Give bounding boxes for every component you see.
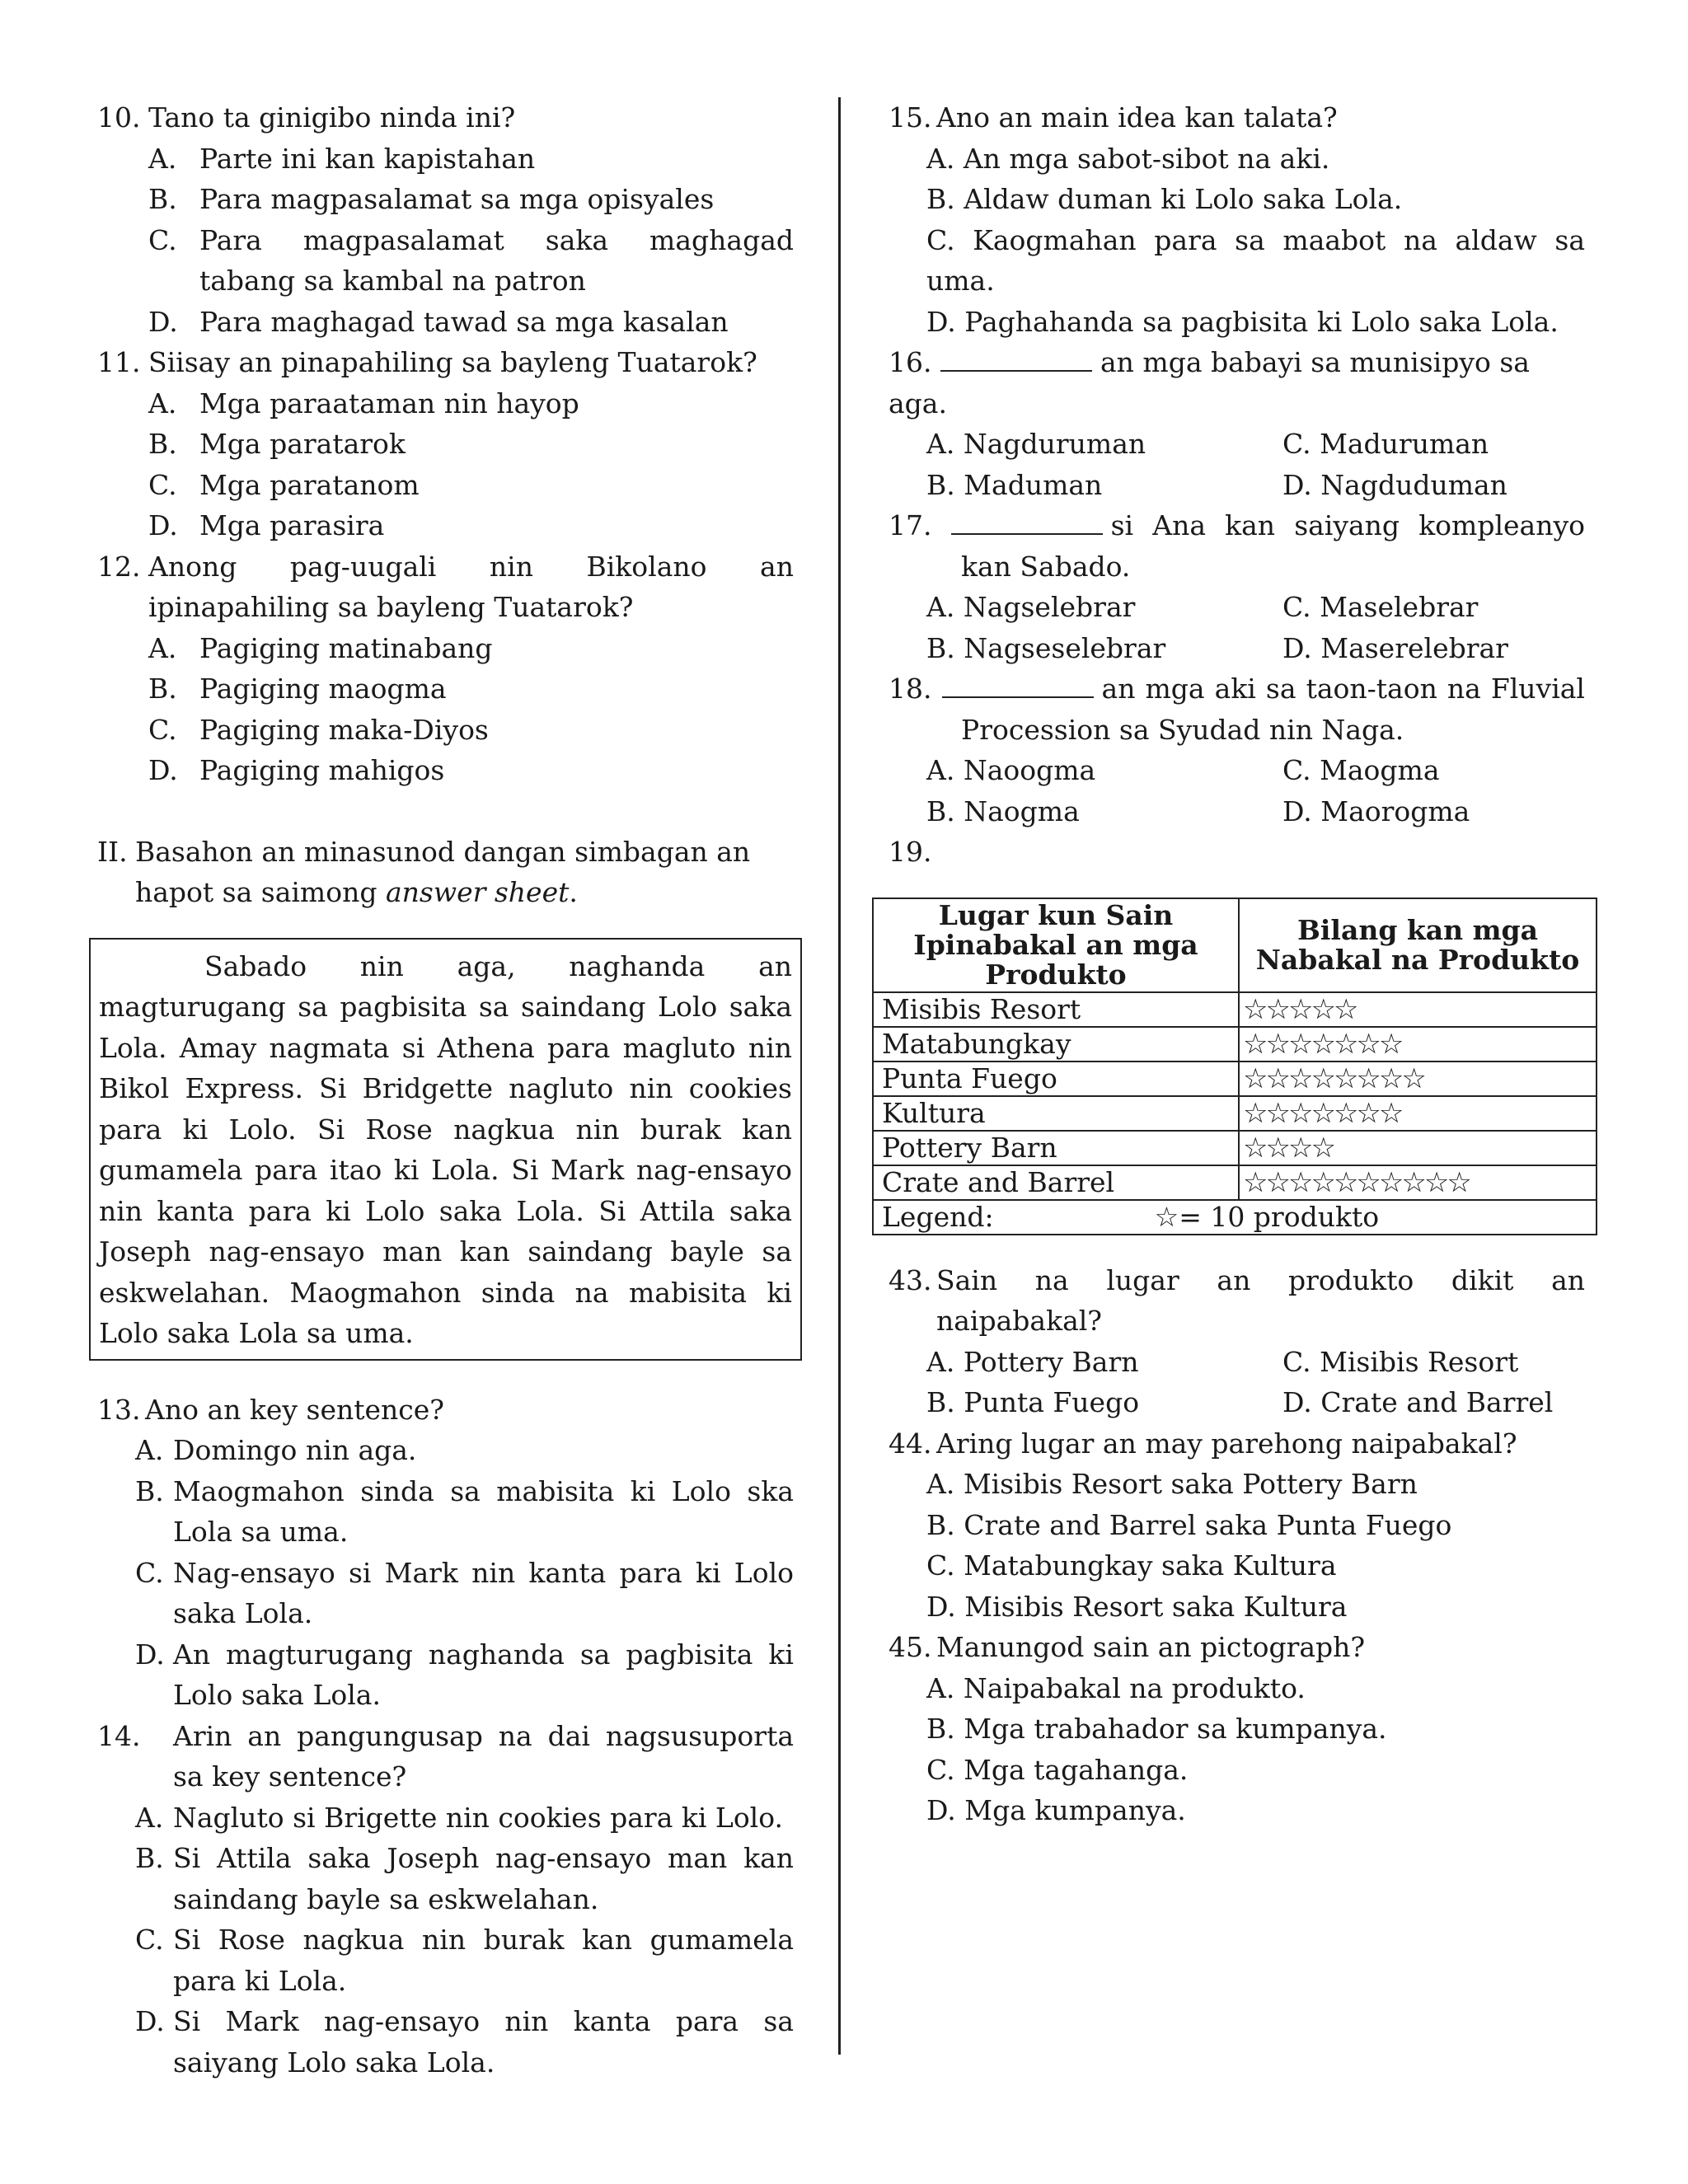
question-stem: Aring lugar an may parehong naipabakal?: [936, 1427, 1517, 1460]
place-cell: Crate and Barrel: [873, 1165, 1239, 1200]
question-number: 15.: [889, 101, 932, 134]
option-a[interactable]: A. Misibis Resort saka Pottery Barn: [926, 1468, 1418, 1500]
option-c[interactable]: C. Maogma: [1282, 754, 1440, 786]
question-12: [97, 546, 794, 791]
question-stem: Anong pag-uugali nin Bikolano an ipinapahiling sa bayleng Tuatarok?: [148, 550, 794, 623]
star-icon: ☆: [1311, 1165, 1334, 1199]
star-icon: ☆: [1356, 1062, 1379, 1095]
star-icon: ☆: [1287, 1165, 1311, 1199]
reading-passage: Sabado nin aga, naghanda an magturugang sa pagbisita sa saindang Lolo saka Lola. Amay nagmata si Athena para magluto nin Bikol Express. Si Bridgette nagluto nin cookies para ki Lolo. Si Rose nagkua nin burak kan gumamela para itao ki Lola. Si Mark nag-ensayo nin kanta para ki Lolo saka Lola. Si Attila saka Joseph nag-ensayo man kan saindang bayle sa eskwelahan. Maogmahon sinda na mabisita ki Lolo saka Lola sa uma.: [89, 938, 802, 1361]
star-icon: ☆: [1311, 1096, 1334, 1130]
column-header-place: Lugar kun Sain Ipinabakal an mga Produkto: [873, 898, 1239, 992]
question-stem: si Ana kan saiyang kompleanyo kan Sabado.: [961, 509, 1585, 583]
question-stem: Tano ta ginigibo ninda ini?: [148, 101, 516, 134]
question-stem: Ano an main idea kan talata?: [936, 101, 1338, 134]
star-icon: ☆: [1401, 1165, 1424, 1199]
question-11: [97, 342, 794, 546]
star-icon: ☆: [1265, 1096, 1288, 1130]
table-row: [873, 1165, 1597, 1200]
star-icon: ☆: [1287, 1062, 1311, 1095]
option-c[interactable]: C. Kaogmahan para sa maabot na aldaw sa uma.: [926, 223, 1586, 297]
star-icon: ☆: [1311, 992, 1334, 1026]
star-icon: ☆: [1311, 1027, 1334, 1061]
column-header-count: Bilang kan mga Nabakal na Produkto: [1239, 898, 1597, 992]
star-icon: ☆: [1154, 1200, 1179, 1233]
star-icon: ☆: [1265, 1131, 1288, 1165]
question-18: [889, 668, 1585, 832]
question-16: [889, 342, 1585, 505]
star-icon: ☆: [1287, 1027, 1311, 1061]
question-number: 12.: [97, 550, 141, 583]
option-a[interactable]: A. Nagselebrar: [926, 591, 1136, 623]
stars-cell: [1239, 1062, 1597, 1096]
legend-label: Legend:: [882, 1200, 994, 1233]
place-cell: Matabungkay: [873, 1027, 1239, 1062]
option-b[interactable]: B. Nagseselebrar: [926, 631, 1166, 664]
question-14: [97, 1716, 794, 2083]
question-number: 14.: [97, 1719, 141, 1752]
question-number: 18.: [889, 673, 932, 705]
question-45: [889, 1627, 1585, 1831]
option-c[interactable]: C. Maduruman: [1282, 428, 1489, 460]
star-icon: ☆: [1243, 1027, 1266, 1061]
option-d[interactable]: D. Misibis Resort saka Kultura: [926, 1590, 1348, 1623]
option-d[interactable]: D. Maorogma: [1282, 794, 1470, 827]
table-header-row: [873, 898, 1597, 992]
star-icon: ☆: [1356, 1096, 1379, 1130]
place-cell: Kultura: [873, 1096, 1239, 1131]
star-icon: ☆: [1287, 992, 1311, 1026]
star-icon: ☆: [1333, 992, 1357, 1026]
question-44: [889, 1423, 1585, 1628]
option-d[interactable]: D. Maserelebrar: [1282, 631, 1508, 664]
option-b[interactable]: B. Pagiging maogma: [148, 673, 447, 705]
star-icon: ☆: [1243, 1062, 1266, 1095]
question-19: [889, 832, 1585, 873]
pictograph-table: [872, 898, 1597, 1235]
option-a[interactable]: A. Nagduruman: [926, 428, 1146, 460]
star-icon: ☆: [1243, 1131, 1266, 1165]
option-a[interactable]: A. Pagiging matinabang: [148, 631, 493, 664]
option-d[interactable]: D. Si Mark nag-ensayo nin kanta para sa saiyang Lolo saka Lola.: [135, 2005, 794, 2079]
star-icon: ☆: [1378, 1062, 1402, 1095]
option-b[interactable]: B. Maogmahon sinda sa mabisita ki Lolo ska Lola sa uma.: [135, 1474, 794, 1548]
star-icon: ☆: [1356, 1165, 1379, 1199]
star-icon: ☆: [1265, 1027, 1288, 1061]
question-number: 43.: [889, 1263, 932, 1296]
question-number: 17.: [889, 509, 932, 541]
option-c[interactable]: C. Si Rose nagkua nin burak kan gumamela para ki Lola.: [135, 1924, 794, 1997]
question-stem: Ano an key sentence?: [145, 1393, 444, 1426]
option-b[interactable]: B. Maduman: [926, 468, 1103, 501]
left-column: [97, 97, 794, 2083]
question-number: 11.: [97, 346, 141, 378]
section-number: II.: [97, 835, 128, 868]
right-column: [882, 97, 1586, 1831]
option-d[interactable]: D. Nagduduman: [1282, 468, 1507, 501]
table-row: [873, 1096, 1597, 1131]
question-number: 16.: [889, 346, 932, 378]
question-stem: Arin an pangungusap na dai nagsusuporta sa key sentence?: [173, 1719, 794, 1793]
question-13: [97, 1390, 794, 1716]
option-b[interactable]: B. Punta Fuego: [926, 1386, 1140, 1418]
question-stem: Manungod sain an pictograph?: [936, 1631, 1366, 1663]
question-stem: Sain na lugar an produkto dikit an naipabakal?: [936, 1263, 1585, 1337]
question-number: 44.: [889, 1427, 932, 1460]
option-d[interactable]: D. Pagiging mahigos: [148, 754, 445, 786]
question-number: 19.: [889, 836, 932, 868]
question-43: [889, 1260, 1585, 1423]
question-10: [97, 97, 794, 342]
star-icon: ☆: [1401, 1062, 1424, 1095]
question-number: 45.: [889, 1631, 932, 1663]
place-cell: Punta Fuego: [873, 1062, 1239, 1096]
star-icon: ☆: [1333, 1027, 1357, 1061]
question-stem: Siisay an pinapahiling sa bayleng Tuatarok?: [148, 346, 757, 378]
option-c[interactable]: C. Mga tagahanga.: [926, 1753, 1189, 1786]
star-icon: ☆: [1265, 1165, 1288, 1199]
option-a[interactable]: A. Pottery Barn: [926, 1345, 1139, 1378]
star-icon: ☆: [1333, 1062, 1357, 1095]
option-c[interactable]: C. Pagiging maka-Diyos: [148, 713, 489, 746]
answer-blank[interactable]: [951, 507, 1103, 535]
star-icon: ☆: [1243, 992, 1266, 1026]
stars-cell: [1239, 1027, 1597, 1062]
star-icon: ☆: [1333, 1096, 1357, 1130]
legend-row: [873, 1200, 1597, 1235]
option-d[interactable]: D. Para maghagad tawad sa mga kasalan: [148, 305, 729, 338]
star-icon: ☆: [1447, 1165, 1470, 1199]
column-divider: [838, 97, 841, 2055]
option-a[interactable]: A. Naipabakal na produkto.: [926, 1671, 1306, 1704]
stars-cell: [1239, 1165, 1597, 1200]
star-icon: ☆: [1311, 1062, 1334, 1095]
option-a[interactable]: A. Nagluto si Brigette nin cookies para ki Lolo.: [135, 1801, 784, 1834]
option-a[interactable]: A. Naoogma: [926, 754, 1096, 786]
table-row: [873, 992, 1597, 1027]
table-row: [873, 1062, 1597, 1096]
question-15: [889, 97, 1585, 342]
legend-value: = 10 produkto: [1179, 1200, 1380, 1233]
question-number: 10.: [97, 101, 141, 134]
question-17: [889, 505, 1585, 668]
option-b[interactable]: B. Para magpasalamat sa mga opisyales: [148, 183, 715, 215]
option-a[interactable]: A. Domingo nin aga.: [135, 1434, 417, 1466]
star-icon: ☆: [1423, 1165, 1447, 1199]
option-b[interactable]: B. Crate and Barrel saka Punta Fuego: [926, 1508, 1452, 1541]
table-row: [873, 1027, 1597, 1062]
section-two-instructions: II. Basahon an minasunod dangan simbagan an hapot sa saimong answer sheet.: [97, 832, 794, 913]
star-icon: ☆: [1243, 1096, 1266, 1130]
table-row: [873, 1131, 1597, 1165]
option-b[interactable]: B. Mga paratarok: [148, 428, 406, 460]
option-b[interactable]: B. Si Attila saka Joseph nag-ensayo man kan saindang bayle sa eskwelahan.: [135, 1842, 794, 1915]
star-icon: ☆: [1287, 1096, 1311, 1130]
answer-blank[interactable]: [940, 344, 1092, 372]
option-a[interactable]: A. Mga paraataman nin hayop: [148, 387, 579, 419]
question-number: 13.: [97, 1393, 141, 1426]
star-icon: ☆: [1378, 1027, 1402, 1061]
star-icon: ☆: [1356, 1027, 1379, 1061]
option-d[interactable]: D. Mga kumpanya.: [926, 1794, 1186, 1826]
answer-blank[interactable]: [942, 670, 1094, 698]
option-d[interactable]: D. Paghahanda sa pagbisita ki Lolo saka Lola.: [926, 305, 1559, 338]
option-c[interactable]: C. Maselebrar: [1282, 591, 1479, 623]
option-a[interactable]: A. An mga sabot-sibot na aki.: [926, 142, 1330, 175]
question-stem: an mga babayi sa munisipyo sa aga.: [889, 346, 1530, 419]
question-stem: an mga aki sa taon-taon na Fluvial Procession sa Syudad nin Naga.: [961, 673, 1585, 746]
option-c[interactable]: C. Mga paratanom: [148, 468, 420, 501]
stars-cell: [1239, 1131, 1597, 1165]
option-b[interactable]: B. Naogma: [926, 794, 1080, 827]
option-c[interactable]: C. Nag-ensayo si Mark nin kanta para ki Lolo saka Lola.: [135, 1556, 794, 1629]
star-icon: ☆: [1333, 1165, 1357, 1199]
place-cell: Misibis Resort: [873, 992, 1239, 1027]
stars-cell: [1239, 992, 1597, 1027]
option-c[interactable]: C. Misibis Resort: [1282, 1345, 1519, 1378]
option-c[interactable]: C. Matabungkay saka Kultura: [926, 1549, 1337, 1582]
option-a[interactable]: A. Parte ini kan kapistahan: [148, 142, 536, 175]
pictograph-body: [873, 992, 1597, 1200]
stars-cell: [1239, 1096, 1597, 1131]
star-icon: ☆: [1287, 1131, 1311, 1165]
option-b[interactable]: B. Aldaw duman ki Lolo saka Lola.: [926, 183, 1403, 215]
option-d[interactable]: D. An magturugang naghanda sa pagbisita ki Lolo saka Lola.: [135, 1638, 794, 1711]
option-d[interactable]: D. Crate and Barrel: [1282, 1386, 1554, 1418]
star-icon: ☆: [1378, 1096, 1402, 1130]
option-c[interactable]: C. Para magpasalamat saka maghagad tabang sa kambal na patron: [148, 223, 794, 297]
star-icon: ☆: [1243, 1165, 1266, 1199]
option-b[interactable]: B. Mga trabahador sa kumpanya.: [926, 1713, 1387, 1745]
option-d[interactable]: D. Mga parasira: [148, 509, 385, 541]
star-icon: ☆: [1311, 1131, 1334, 1165]
place-cell: Pottery Barn: [873, 1131, 1239, 1165]
star-icon: ☆: [1265, 1062, 1288, 1095]
star-icon: ☆: [1378, 1165, 1402, 1199]
star-icon: ☆: [1265, 992, 1288, 1026]
